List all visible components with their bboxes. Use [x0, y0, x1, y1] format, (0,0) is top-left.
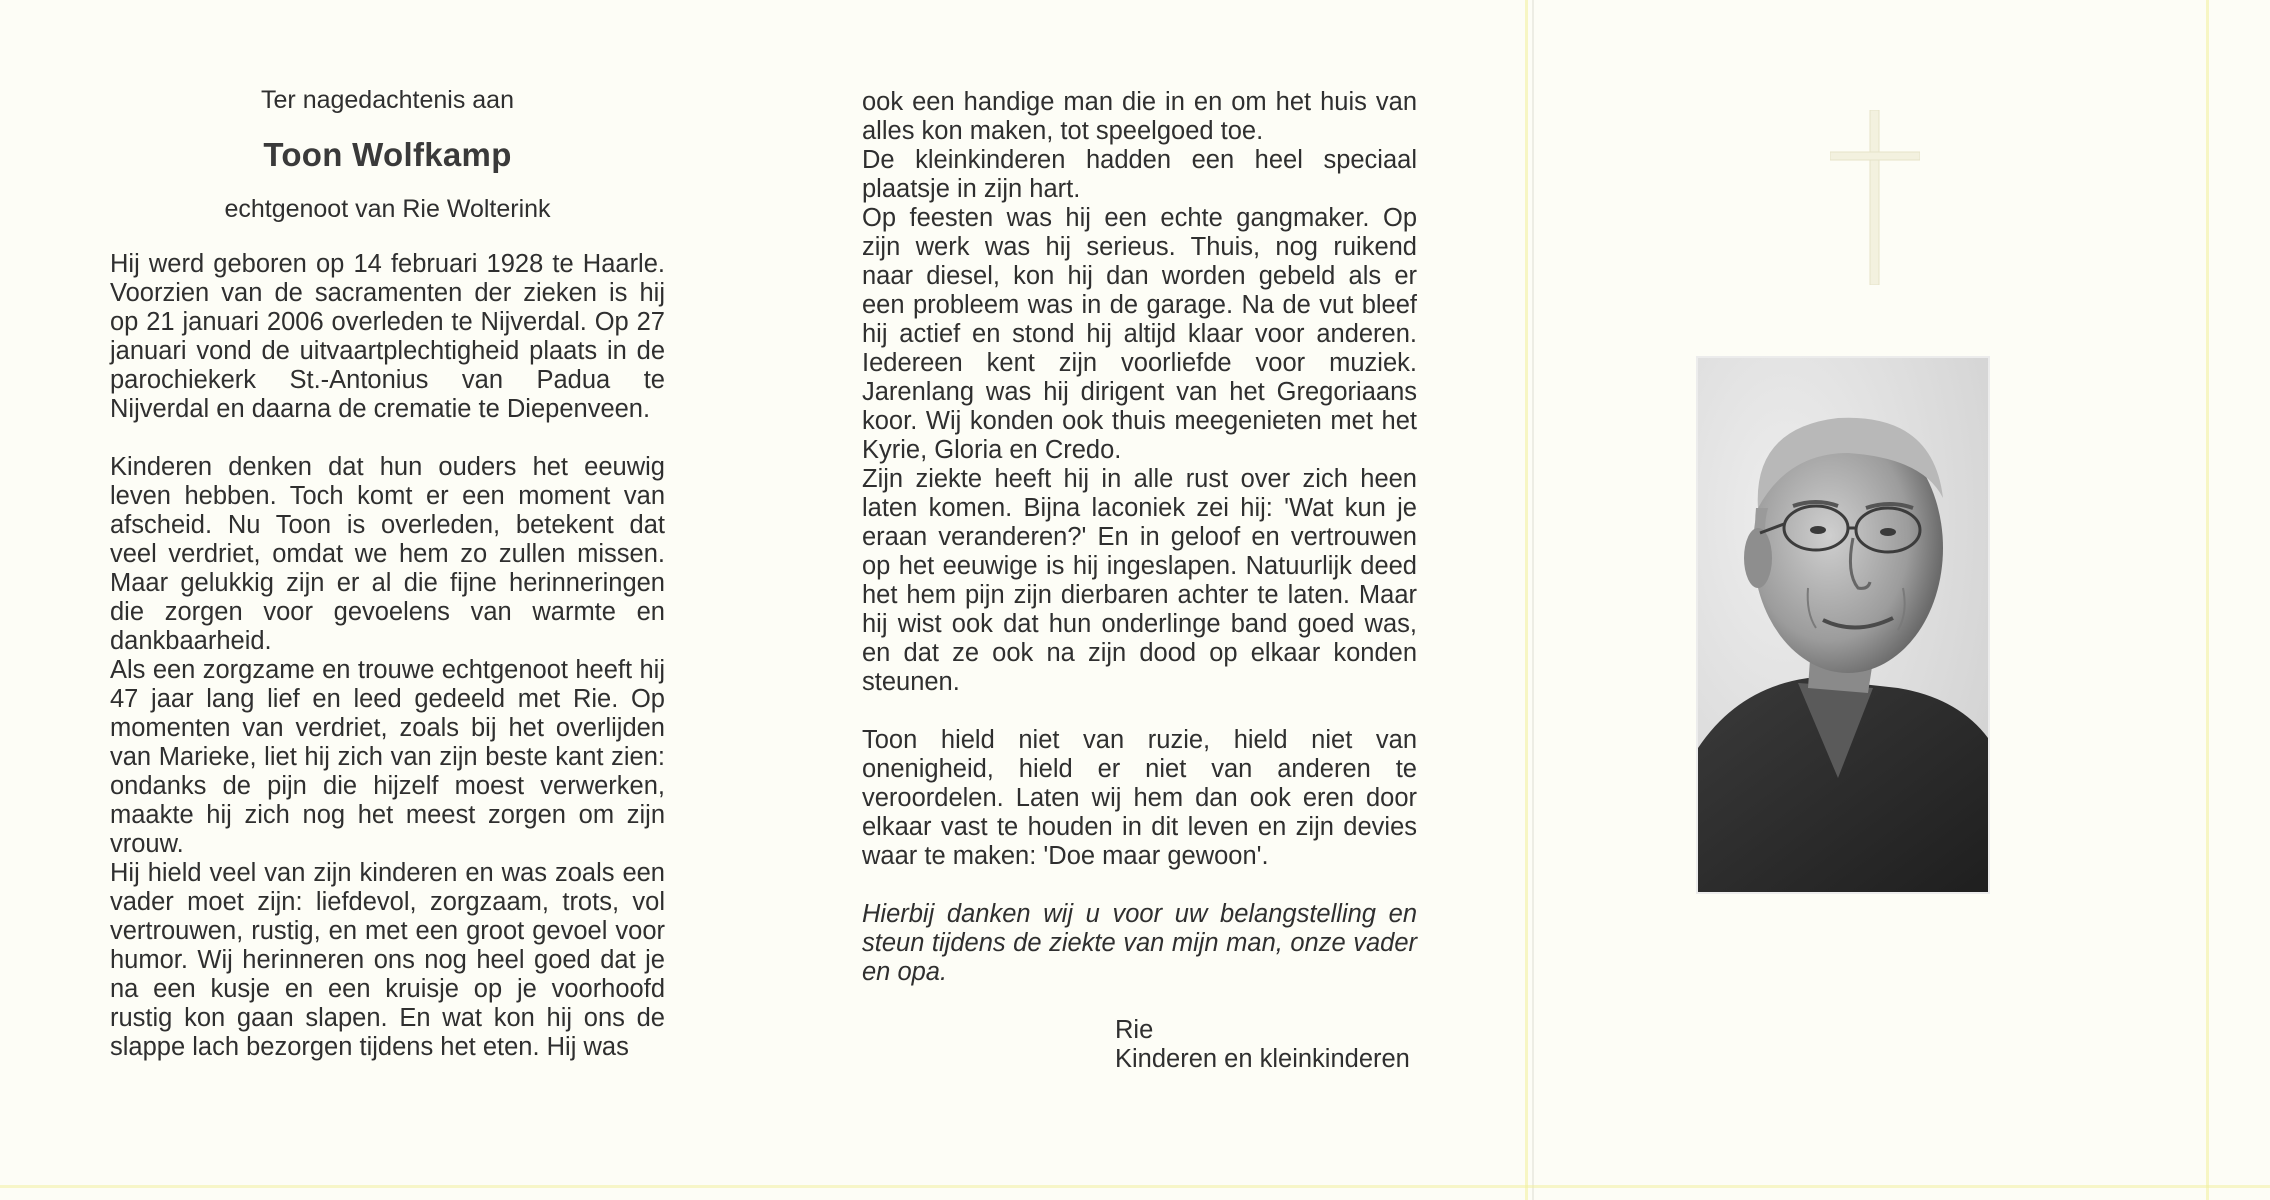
deceased-name: Toon Wolfkamp — [263, 136, 512, 173]
biography-paragraph: Hij hield veel van zijn kinderen en was zoals een vader moet zijn: liefdevol, zorgzaam, trots, vol vertrouwen, rustig, en met een groot gevoel voor humor. Wij herinneren ons nog heel goed dat je na een kusje en een kruisje op je voorhoofd rustig kon gaan slapen. En wat kon hij ons de slappe lach bezorgen tijdens het eten. Hij was — [110, 859, 665, 1061]
signature-name: Rie — [1115, 1016, 1154, 1044]
biography-paragraph: Hij werd geboren op 14 februari 1928 te Haarle. Voorzien van de sacramenten der zieken is hij op 21 januari 2006 overleden te Nijverdal. Op 27 januari vond de uitvaartplechtigheid plaats in de parochiekerk St.-Antonius van Padua te Nijverdal en daarna de crematie te Diepenveen. — [110, 250, 665, 423]
memory-heading: Ter nagedachtenis aan — [261, 86, 514, 114]
spouse-line: echtgenoot van Rie Wolterink — [224, 195, 551, 223]
biography-paragraph: Zijn ziekte heeft hij in alle rust over zich heen laten komen. Bijna laconiek zei hij: 'Wat kun je eraan veranderen?' En in geloof en vertrouwen op het eeuwige is hij ingeslapen. Natuurlijk deed het hem pijn zijn dierbaren achter te laten. Maar hij wist ook dat hun onderlinge band goed was, en dat ze ook na zijn dood op elkaar konden steunen. — [862, 465, 1417, 696]
fold-line — [2206, 0, 2209, 1200]
biography-paragraph: De kleinkinderen hadden een heel speciaal plaatsje in zijn hart. — [862, 146, 1417, 203]
portrait-photo — [1698, 358, 1988, 892]
cross-icon — [1830, 110, 1920, 285]
paper-edge — [0, 1185, 2270, 1188]
signature-family: Kinderen en kleinkinderen — [1115, 1045, 1410, 1073]
middle-panel — [862, 0, 1417, 1074]
signature — [1115, 1016, 1417, 1074]
portrait-drawing — [1698, 358, 1988, 892]
biography-paragraph: Als een zorgzame en trouwe echtgenoot heeft hij 47 jaar lang lief en leed gedeeld met Rie. Op momenten van verdriet, zoals bij het overlijden van Marieke, liet hij zich van zijn beste kant zien: ondanks de pijn die hijzelf moest verwerken, maakte hij zich nog het meest zorgen om zijn vrouw. — [110, 656, 665, 858]
fold-line — [1525, 0, 1528, 1200]
biography-paragraph: Kinderen denken dat hun ouders het eeuwig leven hebben. Toch komt er een moment van afscheid. Nu Toon is overleden, betekent dat veel verdriet, omdat we hem zo zullen missen. Maar gelukkig zijn er al die fijne herinneringen die zorgen voor gevoelens van warmte en dankbaarheid. — [110, 453, 665, 655]
thanks-paragraph: Hierbij danken wij u voor uw belangstelling en steun tijdens de ziekte van mijn man, onze vader en opa. — [862, 900, 1417, 986]
biography-paragraph: ook een handige man die in en om het huis van alles kon maken, tot speelgoed toe. — [862, 88, 1417, 145]
closing-paragraph: Toon hield niet van ruzie, hield niet van onenigheid, hield er niet van anderen te veroordelen. Laten wij hem dan ook eren door elkaar vast te houden in dit leven en zijn devies waar te maken: 'Doe maar gewoon'. — [862, 726, 1417, 870]
left-panel — [110, 0, 665, 1062]
biography-paragraph: Op feesten was hij een echte gangmaker. Op zijn werk was hij serieus. Thuis, nog ruikend naar diesel, kon hij dan worden gebeld als er een probleem was in de garage. Na de vut bleef hij actief en stond hij altijd klaar voor anderen. Iedereen kent zijn voorliefde voor muziek. Jarenlang was hij dirigent van het Gregoriaans koor. Wij konden ook thuis meegenieten met het Kyrie, Gloria en Credo. — [862, 204, 1417, 464]
fold-line — [1532, 0, 1534, 1200]
